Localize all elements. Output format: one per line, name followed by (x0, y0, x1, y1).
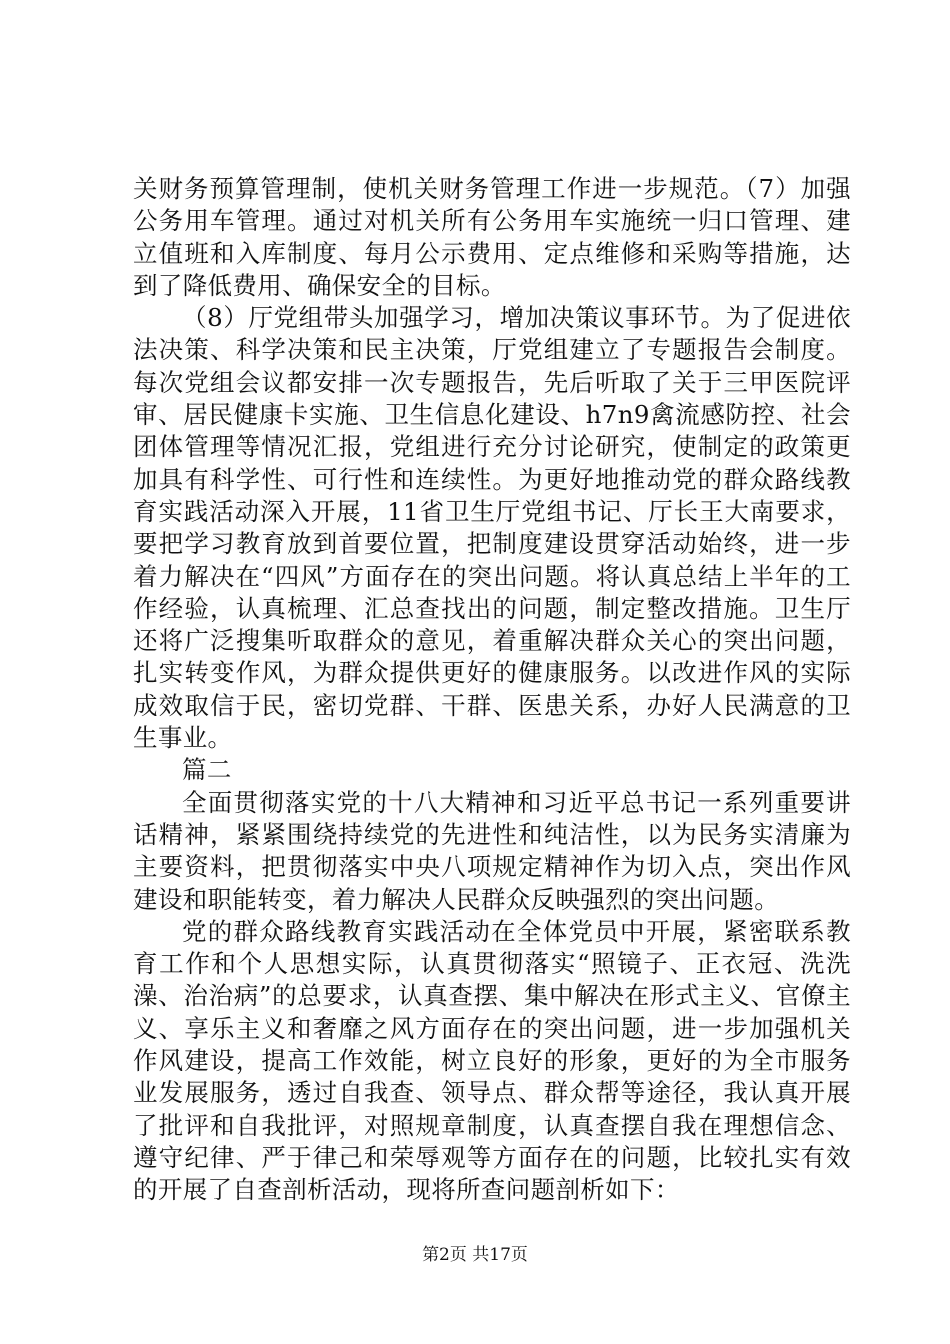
paragraph-1: 关财务预算管理制，使机关财务管理工作进一步规范。（7）加强公务用车管理。通过对机关所有公务用车实施统一归口管理、建立值班和入库制度、每月公示费用、定点维修和采购等措施，达到了降低费用、确保安全的目标。 (133, 174, 851, 300)
paragraph-4: 党的群众路线教育实践活动在全体党员中开展，紧密联系教育工作和个人思想实际，认真贯彻落实“照镜子、正衣冠、洗洗澡、治治病”的总要求，认真查摆、集中解决在形式主义、官僚主义、享乐主义和奢靡之风方面存在的突出问题，进一步加强机关作风建设，提高工作效能，树立良好的形象，更好的为全市服务业发展服务，透过自我查、领导点、群众帮等途径，我认真开展了批评和自我批评，对照规章制度，认真查摆自我在理想信念、遵守纪律、严于律己和荣辱观等方面存在的问题，比较扎实有效的开展了自查剖析活动，现将所查问题剖析如下： (133, 916, 851, 1205)
section-heading: 篇二 (182, 755, 232, 785)
paragraph-2: （8）厅党组带头加强学习，增加决策议事环节。为了促进依法决策、科学决策和民主决策，厅党组建立了专题报告会制度。每次党组会议都安排一次专题报告，先后听取了关于三甲医院评审、居民健康卡实施、卫生信息化建设、h7n9禽流感防控、社会团体管理等情况汇报，党组进行充分讨论研究，使制定的政策更加具有科学性、可行性和连续性。为更好地推动党的群众路线教育实践活动深入开展，11省卫生厅党组书记、厅长王大南要求，要把学习教育放到首要位置，把制度建设贯穿活动始终，进一步着力解决在“四风”方面存在的突出问题。将认真总结上半年的工作经验，认真梳理、汇总查找出的问题，制定整改措施。卫生厅还将广泛搜集听取群众的意见，着重解决群众关心的突出问题，扎实转变作风，为群众提供更好的健康服务。以改进作风的实际成效取信于民，密切党群、干群、医患关系，办好人民满意的卫生事业。 (133, 303, 851, 753)
document-body (133, 173, 851, 1207)
page-number-footer: 第2页 共17页 (422, 1245, 528, 1265)
paragraph-3: 全面贯彻落实党的十八大精神和习近平总书记一系列重要讲话精神，紧紧围绕持续党的先进性和纯洁性，以为民务实清廉为主要资料，把贯彻落实中央八项规定精神作为切入点，突出作风建设和职能转变，着力解决人民群众反映强烈的突出问题。 (133, 787, 851, 914)
